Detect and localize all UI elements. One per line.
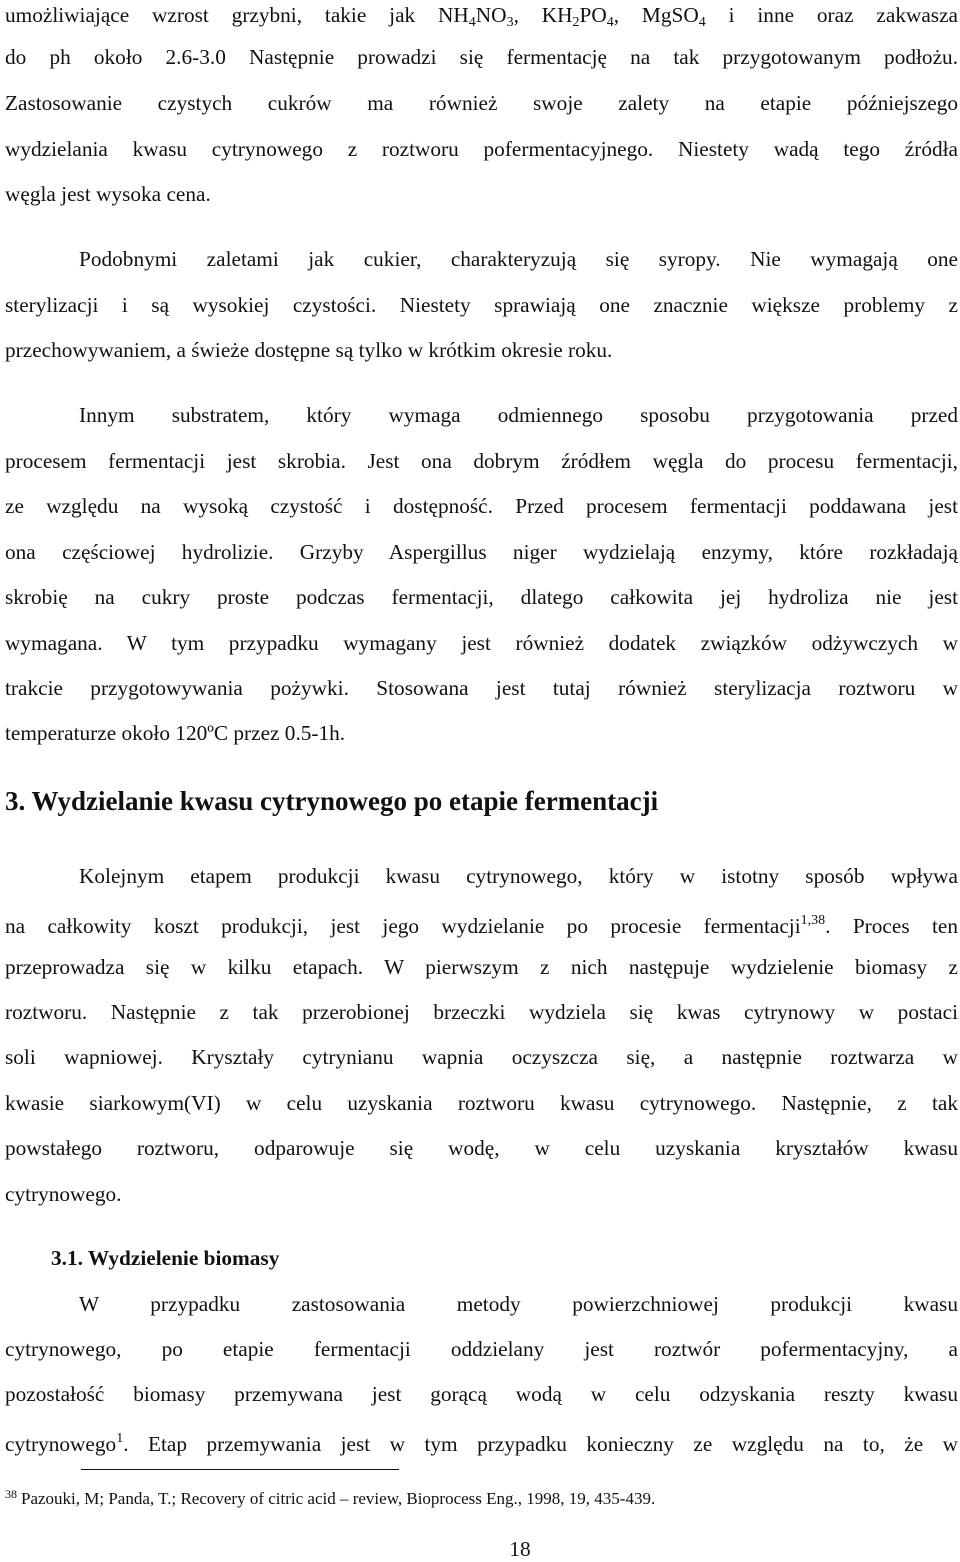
paragraph-3-line-3: ze względu na wysoką czystość i dostępność. Przed procesem fermentacji poddawana jest [5,494,958,518]
paragraph-3-line-1: Innym substratem, który wymaga odmiennego sposobu przygotowania przed [79,403,958,427]
paragraph-3-line-5: skrobię na cukry proste podczas fermentacji, dlatego całkowita jej hydroliza nie jest [5,585,958,609]
paragraph-3-line-6: wymagana. W tym przypadku wymagany jest również dodatek związków odżywczych w [5,631,958,655]
section-heading-3-1: 3.1. Wydzielenie biomasy [51,1246,280,1270]
paragraph-4-line-2: na całkowity koszt produkcji, jest jego wydzielanie po procesie fermentacji$^{1,38}$. Proces ten [5,913,958,938]
paragraph-3-line-2: procesem fermentacji jest skrobia. Jest ona dobrym źródłem węgla do procesu fermentacji, [5,449,958,473]
paragraph-5-line-1: W przypadku zastosowania metody powierzchniowej produkcji kwasu [79,1292,958,1316]
section-heading-3: 3. Wydzielanie kwasu cytrynowego po etapie fermentacji [5,786,659,816]
footnote [5,1488,655,1510]
paragraph-4-line-8: cytrynowego. [5,1182,122,1206]
paragraph-1-line-5: węgla jest wysoka cena. [5,182,211,206]
paragraph-3-line-4: ona częściowej hydrolizie. Grzyby Aspergillus niger wydzielają enzymy, które rozkładają [5,540,958,564]
footnote-marker: 38 [5,1487,17,1501]
paragraph-3-line-7: trakcie przygotowywania pożywki. Stosowana jest tutaj również sterylizacja roztworu w [5,676,958,700]
paragraph-5-line-3: pozostałość biomasy przemywana jest gorącą wodą w celu odzyskania reszty kwasu [5,1382,958,1406]
paragraph-4-line-1: Kolejnym etapem produkcji kwasu cytrynowego, który w istotny sposób wpływa [79,864,958,888]
paragraph-2-line-2: sterylizacji i są wysokiej czystości. Niestety sprawiają one znacznie większe problemy z [5,293,958,317]
footnote-separator [81,1469,399,1470]
paragraph-1-line-4: wydzielania kwasu cytrynowego z roztworu pofermentacyjnego. Niestety wadą tego źródła [5,137,958,161]
paragraph-4-line-7: powstałego roztworu, odparowuje się wodę, w celu uzyskania kryształów kwasu [5,1136,958,1160]
footnote-reference: 1 [116,1431,124,1446]
paragraph-5-line-2: cytrynowego, po etapie fermentacji oddzielany jest roztwór pofermentacyjny, a [5,1337,958,1361]
paragraph-5-line-4: cytrynowego$^1$. Etap przemywania jest w tym przypadku konieczny ze względu na to, że w [5,1431,958,1456]
page-number: 18 [509,1537,531,1561]
paragraph-2-line-1: Podobnymi zaletami jak cukier, charakteryzują się syropy. Nie wymagają one [79,247,958,271]
paragraph-4-line-3: przeprowadza się w kilku etapach. W pierwszym z nich następuje wydzielenie biomasy z [5,955,958,979]
footnote-reference: 1,38 [800,913,826,928]
paragraph-1-line-3: Zastosowanie czystych cukrów ma również swoje zalety na etapie późniejszego [5,91,958,115]
paragraph-1-line-1: umożliwiające wzrost grzybni, takie jak $NH_4NO_3$, $KH_2PO_4$, MgSO$_4$ i inne oraz zakwasza [5,3,958,30]
paragraph-1-line-2: do ph około 2.6-3.0 Następnie prowadzi się fermentację na tak przygotowanym podłożu. [5,45,958,69]
footnote-text: Pazouki, M; Panda, T.; Recovery of citric acid – review, Bioprocess Eng., 1998, 19, 435-439. [21,1489,656,1508]
paragraph-2-line-3: przechowywaniem, a świeże dostępne są tylko w krótkim okresie roku. [5,338,613,362]
paragraph-4-line-6: kwasie siarkowym(VI) w celu uzyskania roztworu kwasu cytrynowego. Następnie, z tak [5,1091,958,1115]
paragraph-3-line-8: temperaturze około 120ºC przez 0.5-1h. [5,721,346,745]
paragraph-4-line-5: soli wapniowej. Kryształy cytrynianu wapnia oczyszcza się, a następnie roztwarza w [5,1045,958,1069]
paragraph-4-line-4: roztworu. Następnie z tak przerobionej brzeczki wydziela się kwas cytrynowy w postaci [5,1000,958,1024]
